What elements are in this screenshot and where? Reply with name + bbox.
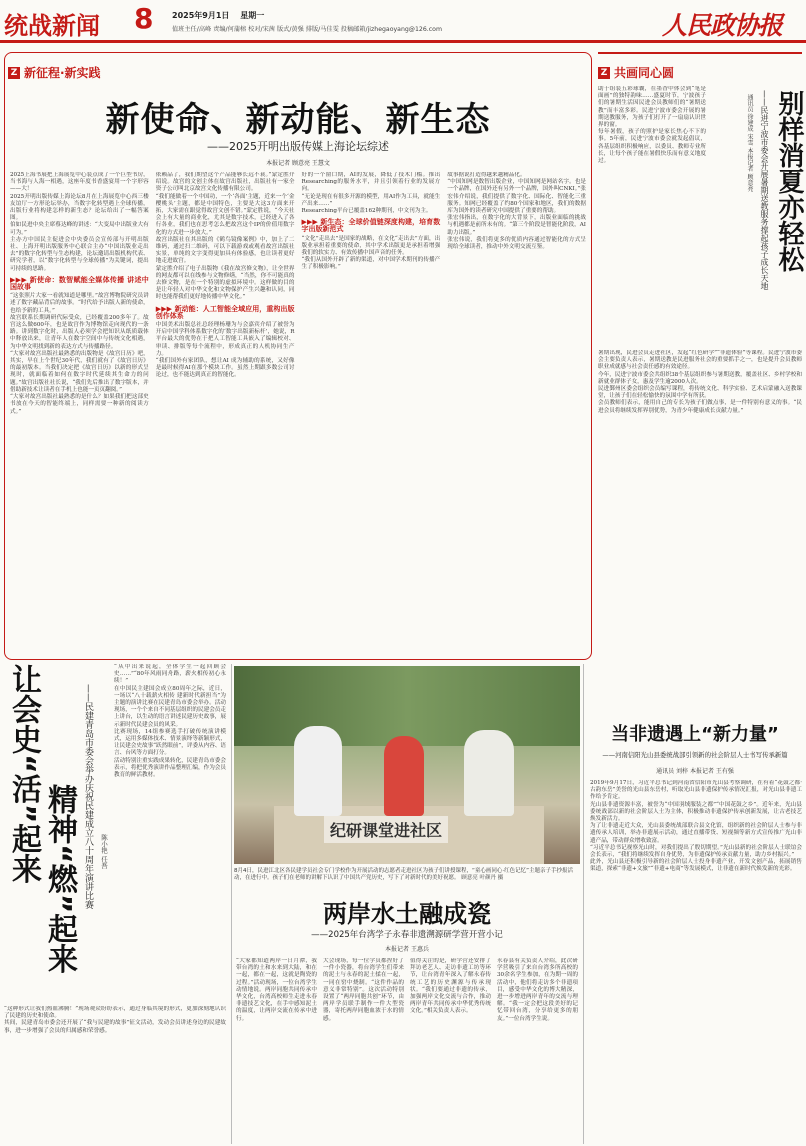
cross-strait-col-3: 值得关注的是，研学营还安排了拜访老艺人、走访非遗工坊等环节，让台湾青年深入了解永春传统工艺的历史渊源与传承现状。“我们要通过非遗的传承，加强两岸文化交流与合作，推动两岸青年共同传承中华优秀传统文化。”相关负责人表示。 xyxy=(410,958,491,1015)
paragraph: 故宫出版社在其出版的《鹤鸟镜像案例》中，加上了二维码，通过扫二维码，可以下载游戏或观看故宫出版社实景，单纯的文字变得更加具有体验感，也让读者更好地走进故宫。 xyxy=(155,236,295,265)
left-vertical-byline: 陈小艳 任吾 xyxy=(100,834,108,869)
lead-section-text: 新征程·新实践 xyxy=(24,66,101,80)
photo-caption: 8月4日，民进江北区各民建学员社会专门学校作为开展活动的志愿者走进社区为孩子们讲授课程，“童心画同心·红色记忆”主题亲子手抄报活动，在进行中。孩子们在老师的讲解下认识了中国共产党历史，写下了对新时代的美好祝愿。 顾意亮 叶颜丹 摄 xyxy=(234,868,573,881)
subheading: ▶▶▶ 新生态：全球价值链深度构建，培育数字出版新范式 xyxy=(301,218,441,234)
paragraph: 每年暑假，孩子的照护是家长焦心不下的事。5年前，民进宁波市委会就发起倡议，各基层组织积极响应，以委员、教师专业所长，让每个孩子能在暑假快乐而有意义地度过。 xyxy=(598,129,706,165)
lead-col-2 xyxy=(156,172,295,654)
page-number: 8 xyxy=(134,2,154,35)
subheading: ▶▶▶ 新动能：人工智能全域应用，重构出版创作体系 xyxy=(155,304,295,320)
date-text: 2025年9月1日 xyxy=(172,11,230,20)
paragraph: 主办方中国民主促进会中央委员会宣传部与开明出版社、上海开明出版服务中心联合主办“中国出版业走出去”的数字化转型与生态构建，论坛邀请出版机构代表、研究学者，以“数字化转型与全球传播”为关键词，提出可持续的思路。 xyxy=(10,236,149,272)
paragraph: “我们从国外开辟了新的渠道，对中国学术期刊的传播产生了积极影响。” xyxy=(301,257,441,271)
paragraph: “中国知网是数智出版企业，中国知网是网站名字。也是一个品牌，在国外还有另外一个品牌，国外叫CNKI。”张宏伟介绍说，我们提供了数字化、国际化、智能化三重服务。知网已经覆盖了约80个国家和地区，我们的数据库为国外的读者研究中国提供了重要的帮助。 xyxy=(447,179,586,215)
newspaper-logo: 人民政协报 xyxy=(662,11,783,40)
right-vertical-subtitle: ——民进宁波市委会开展暑期送教服务撑起孩子成长天地 xyxy=(760,90,769,290)
left-vertical-title-2: 精神“燃”起来 xyxy=(42,784,77,974)
right-section-label xyxy=(598,64,674,81)
left-vertical-title-1: 让会史“活”起来 xyxy=(6,664,41,884)
paragraph: 会员教师们表示，能用自己的专长为孩子们做点事，是一件特别有意义的事。“民进会员将继续发挥界别优势，为青少年健康成长贡献力量。” xyxy=(598,400,802,414)
paragraph: 其间，民建青岛市委会还开展了“我与民建的故事”征文活动，发动会员讲述身边的民建故事，进一步增强了会员的归属感和荣誉感。 xyxy=(4,1020,226,1034)
paragraph: “大家对故宫出版社最熟悉的出版物是《故宫日历》吧，其实，早在上个世纪30年代，我们就有了《故宫日历》的最初版本。当我们决定把《故宫日历》以新的形式呈现时，就面临着如何在数字时代延续其生命力的问题。”故宫出版社社长说，“我们先后推出了数字版本，并借助新技术让读者在手机上也能一页页翻阅。” xyxy=(10,350,149,393)
cross-strait-body xyxy=(236,958,578,1144)
paragraph: “文化”走出去”是国家的战略，在文化“走出去”方面，出版业承担着重要的使命，其中学术出版更是承担着增强我们的软实力、有效传播中国声音的任务。 xyxy=(301,235,441,257)
paragraph: 光山县非遗资源丰富，被誉为“中国羽绒服装之都”“中国花鼓之乡”。近年来，光山县委统战部以新的社会阶层人士为主体，积极推动非遗保护传承创新发展，让古老技艺焕发新活力。 xyxy=(590,801,802,823)
photo-wall xyxy=(234,666,580,746)
right-vertical-headline-block xyxy=(722,90,804,360)
paragraph: 故宫联系长期调研代际受众，已经覆盖200多年了。故宫这么做600年，也是故宫作为博物馆走向现代的一条路。讲到数字化时，出版人必须学会把知识从纸质载体中释放出来，让青年人在数字空间中与传统文化相遇，为中华文明找到新的表达方式与传播路径。 xyxy=(10,314,149,350)
right-section-text: 共画同心圆 xyxy=(614,66,675,80)
paragraph: “从中出来说起，全体学生一起回顾会史……”“80年风雨同舟路，薪火相传初心永续！” xyxy=(114,664,226,685)
cross-strait-col-2: 大会现场，每一位学员都捏好了一件小瓷器，将台湾学生们带来的泥土与永春的泥土揉在一起，一同在窑中烧制。“这件作品的意义非常特别”。这次活动特别设置了“两岸同胞共创”环节，由两岸学员联手制作一件大型瓷器，寄托两岸同胞血浓于水的情感。 xyxy=(323,958,404,1022)
paragraph: 张宏伟说，我们将更多的优质内容通过智能化的方式呈现给全球读者，推动中外文明交流互鉴。 xyxy=(447,236,586,251)
cross-strait-byline: 本报记者 王惠兵 xyxy=(385,946,429,953)
paragraph: 为了让非遗走近大众，光山县委统战部联合县文化馆，组织新的社会阶层人士参与非遗传承人培训，举办非遗展示活动，通过直播带货、短视频等新方式宣传推广光山非遗产品，带动群众增收致富。 xyxy=(590,823,802,844)
paragraph: 好的一个窗口期，AI的发展，降低了技术门槛。推出Researching的服务水平，并且引领着行业的发展方向。 xyxy=(301,172,441,193)
cross-strait-col-1: “大家都知道两岸一日月潭，我带台湾的土和水来到大陆，和在一起，都在一起，这就是陶瓷的过程。”活动现场，一位台湾学生动情地说。两岸同胞共同传承中华文化，台湾高校师生走进永春非遗技艺文化，在手中感知泥土的温度，让两岸交流在传承中进行。 xyxy=(236,958,317,1022)
lead-col-3 xyxy=(302,172,441,654)
right-body-top xyxy=(598,86,706,348)
cross-strait-subhead: ——2025年台湾学子永春非遗溯源研学营开营小记 xyxy=(311,930,503,940)
right-vertical-title: 别样消夏亦轻松 xyxy=(774,90,804,272)
paragraph: 张宏伟指出，在数字化的大背景下，出版业面临的挑战与机遇都是前所未有的。“第三个阶段是智能化阶段，AI助力出版。” xyxy=(447,215,586,236)
paragraph: 活动特别注重实践成果转化，民建青岛市委会表示，将把优秀演讲作品整理汇编，作为会员教育的鲜活教材。 xyxy=(114,757,226,779)
staff-line: 值班主任/高峰 责编/何蒲榕 校对/宋茜 版式/黄强 排版/马佳雯 投稿邮箱/jizhegaoyang@126.com xyxy=(172,26,442,33)
paragraph: “无论是现在有很多开源的模型，用AI作为工具，就能生产出来……” xyxy=(301,193,441,207)
left-vertical-subtitle: ——民建青岛市委会举办庆祝民建成立八十周年演讲比赛 xyxy=(83,684,93,909)
paragraph: 依赖品了，我们期望这个产品能够长远不衰。”蒙定胜介绍说。故宫的文创主体在故宫出版社，出版社有一家全资子公司叫北京故宫文化传播有限公司。 xyxy=(155,172,295,193)
lead-byline: 本报记者 顾意亮 王慧文 xyxy=(266,160,330,167)
subheading: ▶▶▶ 新使命：数智赋能全媒体传播 讲述中国故事 xyxy=(10,275,149,292)
paragraph: “习近平总书记视察光山时，对我们提出了殷切期望。”光山县新的社会阶层人士联谊会会长表示，“我们将继续发挥自身优势，为非遗保护传承贡献力量，助力乡村振兴。” xyxy=(590,844,802,859)
paragraph: 在中国民主建国会成立80周年之际，近日，一场以“八十载薪火相传 建新时代新担当”为主题的演讲比赛在民建青岛市委会举办。活动现场，一个个来自不同基层组织的民建会员走上讲台，以生动的语言讲述民建历史故事，展示新时代民建会员的风采。 xyxy=(114,685,226,728)
left-feature-body-top xyxy=(114,664,226,1000)
lead-col-1 xyxy=(10,172,149,654)
left-feature-box xyxy=(0,664,230,1004)
lead-section-label xyxy=(8,64,101,81)
paragraph: “我们国外有家团队，想让AI 成为辅助的系统，又好像是最时候得AI在那个模块工作。虽然上期跟多数公司讨论过，也不能达到真正的智能化。 xyxy=(155,358,295,379)
paragraph: Researching平台已覆盖162种期刊，中文刊为主。 xyxy=(301,208,432,215)
paragraph: 此外，光山县还积极引导新的社会阶层人士投身非遗产业，开发文创产品，拓展销售渠道，探索“非遗+文旅”“非遗+电商”等发展模式，让非遗在新时代焕发新的光彩。 xyxy=(590,859,802,873)
paragraph: 2025上海书展把上海展览中心装点成了一个巨型书房，当书海与人海一相遇，这座年度书香盛宴用一个字形容——大！ xyxy=(10,172,149,193)
photo-figure-1 xyxy=(294,726,342,816)
paragraph: 故事据说打造得越来越精品化。 xyxy=(447,172,526,178)
lower-right-body xyxy=(590,780,802,1142)
cross-strait-col-4: 永春县有关负责人介绍，此次研学营吸引了来自台湾多所高校的30余名学生参加，在为期一周的活动中，他们将走访多个非遗项目，感受中华文化的博大精深，进一步增进两岸青年的交流与理解。“我一定会把这段美好的记忆带回台湾，分享给更多的朋友。”一位台湾学生说。 xyxy=(497,958,578,1022)
paragraph: 暑期出现，民进会员走进社区，发起“红色研学”“非遗体验”等课程。民进宁波市委会主要负责人表示，暑期送教是民进服务社会的重要抓手之一，也是提升会员教师职业成就感与社会责任感的有效途径。 xyxy=(598,350,802,371)
paragraph: 比赛现场，14组参赛选手打破传统演讲模式，运用多媒体技术、情景演绎等新颖形式，让民建会史故事“跃然眼前”，评委从内容、语言、台风等方面打分。 xyxy=(114,728,226,757)
masthead xyxy=(0,0,806,48)
paragraph: “我们能做着一个中国功，一个‘各面’主题，近来一个‘金樱桃头’主题，都是中国特色，主要是大这3方面来开拓，大家需在跟觉得故宫文创不错。”蒙定胜说，“今天社会上有大量的商业化，尤其是数字技术，已经进入了各行各业，我们也在思考怎么把故宫这个IP的价值用数字化的方式进一步放大。” xyxy=(155,193,295,236)
lead-col-4 xyxy=(447,172,586,654)
divider xyxy=(231,664,232,1144)
lead-body xyxy=(10,172,586,654)
paragraph: “大家对故宫出版社最熟悉的是什么？如果我们把这部史书放在今天的智能终端上，同样需要一种新的阅读方式。” xyxy=(10,394,149,415)
masthead-rule xyxy=(0,40,806,43)
photo-overlay-text: 纪研课堂进社区 xyxy=(324,816,448,843)
paragraph: “这种形式让我们热血沸腾！”现场观众纷纷表示，通过身临其境的形式，更加深刻地认识了民建的历史和使命。 xyxy=(4,1006,226,1020)
paragraph: 今年，民进宁波市委会共组织38个基层组织参与暑期送教，覆盖社区、乡村学校和新就业群体子女，惠及学生逾2000人次。 xyxy=(598,371,802,385)
right-top-rule xyxy=(598,52,802,54)
feature-photo xyxy=(234,666,580,864)
paragraph: 民进鄞州区委会组织会员编写课程，将传统文化、科学实验、艺术启蒙融入送教课堂，让孩子们在轻松愉快的氛围中学有所获。 xyxy=(598,386,802,400)
lower-right-byline: 通讯员 刘梓 本报记者 王有强 xyxy=(656,768,734,775)
right-vertical-byline: 通讯员 徐建成 宋雪 本报记者 顾意亮 xyxy=(746,94,753,192)
section-z-icon: Z xyxy=(8,67,20,79)
lower-right-headline: 当非遗遇上“新力量” xyxy=(611,724,779,745)
lower-right-subhead: ——河南信阳光山县委统战部引领新的社会阶层人士书写传承新篇 xyxy=(602,751,788,759)
section-z-icon: Z xyxy=(598,67,610,79)
paragraph: “这张照片大家一看就知道是哪里。”故宫博物院研究员讲述了数字藏品背后的故事。“时代给予出版人新的使命，也给予新的工具。” xyxy=(10,293,149,314)
photo-figure-2 xyxy=(384,736,424,816)
paragraph: 蒙定胜介绍了电子出版物《我在故宫修文物》，让全世界的网友都可以在线参与文物修缮，“当然，你不可能真的去修文物，是在一个特别的虚拟环境中。这样做的目的是让年轻人对中华文化和文物保护产生兴趣和认同，同时也能帮我们更好地传播中华文化。” xyxy=(155,265,295,301)
paragraph: 伯如民进中央主席蔡达峰的讲述：“大变局中出版业大有可为。” xyxy=(10,222,149,236)
divider xyxy=(583,664,584,1144)
paragraph: 2025开明出版传媒上海论坛8月在上海展览中心西三楼友谊厅一方形论坛举办，当数字化转型遇上全球传播，出版行业将构建怎样的新生态？论坛给出了一幅答案图。 xyxy=(10,193,149,222)
paragraph: 2019年9月17日，习近平总书记到河南省信阳市光山县考察调研，在有着“花鼓之都·古韵东岳”美誉的光山县东岳村，听取光山县非遗保护传承情况汇报，对光山县非遗工作给予肯定。 xyxy=(590,780,802,801)
left-feature-body-bottom xyxy=(4,1006,226,1142)
issue-date xyxy=(172,10,264,21)
weekday-text: 星期一 xyxy=(240,11,265,20)
lead-headline: 新使命、新动能、新生态 xyxy=(105,100,491,140)
lead-subhead: ——2025开明出版传媒上海论坛综述 xyxy=(207,140,389,153)
paragraph: 助于组装五彩球囊，在墨香中体会到“笔是面画”的独特韵味……盛夏时节，宁波孩子们的暑期生活因民进会员教师们的“暑期送教”而丰富多彩。民进宁波市委会开展的暑期送教服务，为孩子们打开了一扇扇认识世界的窗。 xyxy=(598,86,706,129)
section-name: 统战新闻 xyxy=(4,12,100,40)
photo-figure-3 xyxy=(464,730,514,816)
cross-strait-headline: 两岸水土融成瓷 xyxy=(323,900,491,928)
paragraph: 中国美术出版总社总经理杨珊为与会嘉宾介绍了被誉为开启中国学科体系数字化的‘数字出版新标杆’，她说，R平台最大的优势在于把人工智能工具嵌入了编辑校对、审读、排版等每个流程中，形成真正的人机协同生产力。 xyxy=(155,322,295,357)
right-body-bottom xyxy=(598,350,802,662)
